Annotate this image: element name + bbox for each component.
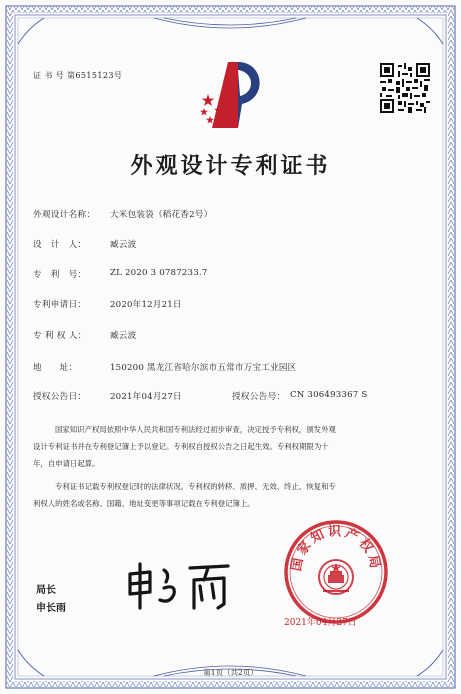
grant-number-label: 授权公告号： xyxy=(232,392,286,402)
body-paragraph-1-line-3: 年，自申请日起算。 xyxy=(33,459,100,468)
seal-text: 国家知识产权局 xyxy=(289,524,383,573)
qr-code-icon xyxy=(380,63,430,113)
body-paragraph-2-line-2: 利权人的姓名或名称、国籍、地址变更等事项记载在专利登记簿上。 xyxy=(33,499,255,508)
handwritten-signature xyxy=(120,560,240,616)
body-paragraph-1-line-2: 设计专利证书并在专利登记簿上予以登记。专利权自授权公告之日起生效。专利权期限为十 xyxy=(33,442,329,451)
patentee-value: 臧云波 xyxy=(110,331,137,341)
signatory-title: 局长 xyxy=(36,585,56,596)
cnipa-logo-icon xyxy=(198,58,270,134)
certificate-title: 外观设计专利证书 xyxy=(130,153,331,179)
patent-number-label: 专 利 号： xyxy=(33,270,87,280)
design-name-value: 大米包装袋（稻花香2号） xyxy=(110,210,213,220)
grant-number-value: CN 306493367 S xyxy=(290,390,368,400)
filing-date-label: 专利申请日： xyxy=(33,300,87,310)
certificate-number: 证 书 号 第6515123号 xyxy=(33,71,123,80)
page-number: 第1页（共2页） xyxy=(203,668,258,677)
designer-label: 设 计 人： xyxy=(33,240,87,250)
seal-date: 2021年04月27日 xyxy=(284,618,357,628)
signatory-name: 申长雨 xyxy=(36,603,66,614)
filing-date-value: 2020年12月21日 xyxy=(110,300,182,310)
design-name-label: 外观设计名称： xyxy=(33,210,96,220)
designer-value: 臧云波 xyxy=(110,240,137,250)
grant-date-label: 授权公告日： xyxy=(33,392,87,402)
official-seal-icon xyxy=(283,519,389,625)
patent-number-value: ZL 2020 3 0787233.7 xyxy=(110,268,208,278)
patentee-label: 专 利 权 人： xyxy=(33,331,87,341)
body-paragraph-1-line-1: 国家知识产权局依照中华人民共和国专利法经过初步审查，决定授予专利权，颁发外观 xyxy=(55,425,336,434)
address-label: 地 址： xyxy=(33,363,78,373)
address-value: 150200 黑龙江省哈尔滨市五常市万宝工业园区 xyxy=(110,363,297,373)
body-paragraph-2-line-1: 专利证书记载专利权登记时的法律状况。专利权的转移、质押、无效、终止、恢复和专 xyxy=(55,482,336,491)
grant-date-value: 2021年04月27日 xyxy=(110,392,182,402)
